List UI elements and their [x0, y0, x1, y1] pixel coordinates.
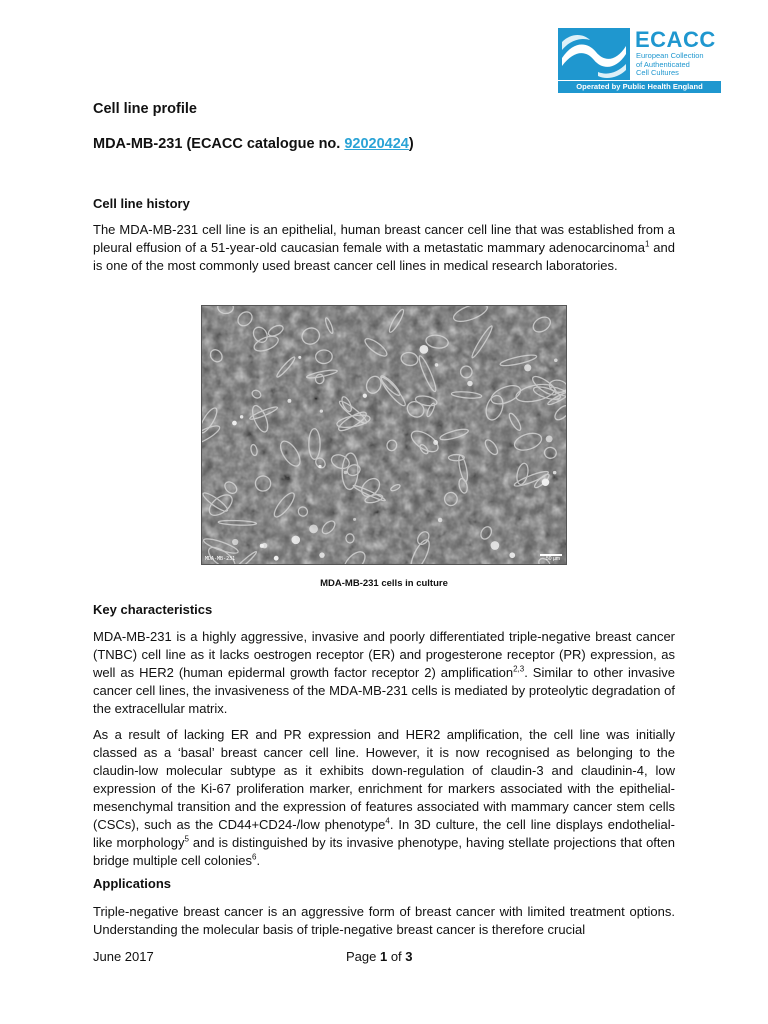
rounded-cell [232, 539, 238, 545]
rounded-cell [554, 358, 558, 362]
footer-date: June 2017 [93, 949, 154, 964]
rounded-cell [274, 556, 279, 561]
rounded-cell [318, 465, 321, 468]
rounded-cell [553, 471, 556, 474]
rounded-cell [524, 364, 531, 371]
section-heading-history: Cell line history [93, 196, 190, 211]
ecacc-logo [558, 28, 723, 94]
rounded-cell [546, 435, 553, 442]
rounded-cell [542, 478, 550, 486]
cell-culture-micrograph [201, 305, 567, 565]
key-characteristics-paragraph-1: MDA-MB-231 is a highly aggressive, invasive and poorly differentiated triple-negative breast cancer (TNBC) cell line as it lacks oestrogen receptor (ER) and progesterone receptor (PR) expression, as well as HER2 (human epidermal growth factor receptor 2) amplification$^{2,3}$. Similar to other invasive cancer cell lines, the invasiveness of the MDA-MB-231 cells is mediated by proteolytic degradation of the extracellular matrix. [93, 629, 675, 716]
rounded-cell [298, 356, 301, 359]
applications-paragraph: Triple-negative breast cancer is an aggressive form of breast cancer with limited treatment options. Understanding the molecular basis of triple-negative breast cancer is therefore crucial [93, 904, 675, 937]
logo-tagline: Operated by Public Health England [558, 81, 721, 93]
rounded-cell [509, 552, 515, 558]
rounded-cell [491, 541, 500, 550]
rounded-cell [419, 345, 428, 354]
rounded-cell [344, 471, 347, 474]
micrograph-image [202, 306, 567, 565]
logo-title: ECACC [635, 27, 716, 52]
rounded-cell [363, 394, 367, 398]
catalogue-number-link[interactable]: 92020424 [344, 136, 409, 152]
rounded-cell [438, 518, 442, 522]
rounded-cell [435, 363, 439, 367]
ecacc-emblem-icon [558, 28, 630, 80]
logo-subtitle: European Collection of Authenticated Cell Cultures [636, 51, 704, 78]
rounded-cell [467, 381, 472, 386]
rounded-cell [319, 552, 324, 557]
rounded-cell [240, 415, 243, 418]
micrograph-label: MDA-MB-231 [205, 556, 236, 562]
rounded-cell [287, 399, 291, 403]
section-heading-key-characteristics: Key characteristics [93, 602, 213, 617]
section-heading-applications: Applications [93, 876, 172, 891]
figure-caption: MDA-MB-231 cells in culture [320, 578, 448, 589]
rounded-cell [309, 525, 318, 534]
rounded-cell [260, 544, 264, 548]
rounded-cell [433, 440, 438, 445]
scale-bar-label: 50 µm [546, 556, 560, 562]
page-number: Page 1 of 3 [346, 949, 413, 964]
rounded-cell [353, 518, 356, 521]
rounded-cell [292, 536, 301, 545]
history-paragraph: The MDA-MB-231 cell line is an epithelial, human breast cancer cell line that was established from a pleural effusion of a 51-year-old caucasian female with a metastatic mammary adenocarcinoma$^1$ and is one of the most commonly used breast cancer cell lines in medical research laboratories. [93, 222, 675, 273]
page-subtitle: Cell line profile [93, 101, 197, 117]
rounded-cell [232, 421, 237, 426]
key-characteristics-paragraph-2: As a result of lacking ER and PR expression and HER2 amplification, the cell line was initially classed as a ‘basal’ breast cancer cell line. However, it is now recognised as belonging to the claudin-low molecular subtype as it exhibits down-regulation of claudin-3 and claudinin-4, low expression of the Ki-67 proliferation marker, enrichment for markers associated with the epithelial-mesenchymal transition and the expression of features associated with mammary cancer stem cells (CSCs), such as the CD44+CD24-/low phenotype$^4$. In 3D culture, the cell line displays endothelial-like morphology$^5$ and is distinguished by its invasive phenotype, having stellate projections that often bridge multiple cell colonies$^6$. [93, 727, 676, 868]
page-title: MDA-MB-231 (ECACC catalogue no. 92020424) [93, 136, 414, 152]
rounded-cell [320, 409, 323, 412]
